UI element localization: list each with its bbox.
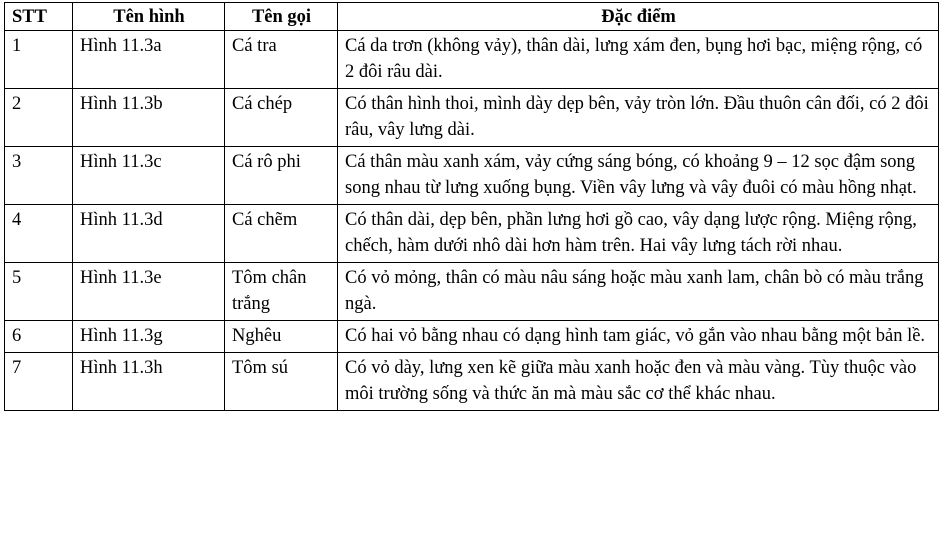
cell-name: Tôm sú [225, 353, 338, 411]
cell-features: Có thân hình thoi, mình dày dẹp bên, vảy tròn lớn. Đầu thuôn cân đối, có 2 đôi râu, vây lưng dài. [338, 89, 939, 147]
cell-name: Cá rô phi [225, 147, 338, 205]
cell-figure: Hình 11.3d [73, 205, 225, 263]
header-features: Đặc điểm [338, 3, 939, 31]
cell-features: Cá da trơn (không vảy), thân dài, lưng xám đen, bụng hơi bạc, miệng rộng, có 2 đôi râu dài. [338, 31, 939, 89]
cell-stt: 5 [5, 263, 73, 321]
table-row [5, 263, 939, 321]
header-name: Tên gọi [225, 3, 338, 31]
cell-figure: Hình 11.3a [73, 31, 225, 89]
table-row [5, 321, 939, 353]
cell-name: Cá chẽm [225, 205, 338, 263]
cell-features: Có thân dài, dẹp bên, phần lưng hơi gồ cao, vây dạng lược rộng. Miệng rộng, chếch, hàm dưới nhô dài hơn hàm trên. Hai vây lưng tách rời nhau. [338, 205, 939, 263]
header-stt: STT [5, 3, 73, 31]
cell-figure: Hình 11.3g [73, 321, 225, 353]
table-row [5, 89, 939, 147]
cell-name: Tôm chân trắng [225, 263, 338, 321]
cell-figure: Hình 11.3h [73, 353, 225, 411]
cell-stt: 6 [5, 321, 73, 353]
cell-name: Nghêu [225, 321, 338, 353]
table-row [5, 147, 939, 205]
cell-features: Có hai vỏ bằng nhau có dạng hình tam giác, vỏ gắn vào nhau bằng một bản lề. [338, 321, 939, 353]
cell-name: Cá chép [225, 89, 338, 147]
table-row [5, 353, 939, 411]
cell-stt: 3 [5, 147, 73, 205]
cell-figure: Hình 11.3b [73, 89, 225, 147]
cell-stt: 4 [5, 205, 73, 263]
header-figure: Tên hình [73, 3, 225, 31]
cell-name: Cá tra [225, 31, 338, 89]
cell-features: Có vỏ mỏng, thân có màu nâu sáng hoặc màu xanh lam, chân bò có màu trắng ngà. [338, 263, 939, 321]
cell-features: Có vỏ dày, lưng xen kẽ giữa màu xanh hoặc đen và màu vàng. Tùy thuộc vào môi trường sống và thức ăn mà màu sắc cơ thể khác nhau. [338, 353, 939, 411]
header-row [5, 3, 939, 31]
cell-stt: 2 [5, 89, 73, 147]
table-row [5, 205, 939, 263]
cell-stt: 1 [5, 31, 73, 89]
cell-figure: Hình 11.3c [73, 147, 225, 205]
cell-stt: 7 [5, 353, 73, 411]
table-row [5, 31, 939, 89]
cell-figure: Hình 11.3e [73, 263, 225, 321]
cell-features: Cá thân màu xanh xám, vảy cứng sáng bóng, có khoảng 9 – 12 sọc đậm song song nhau từ lưng xuống bụng. Viền vây lưng và vây đuôi có màu hồng nhạt. [338, 147, 939, 205]
species-table [4, 2, 939, 411]
